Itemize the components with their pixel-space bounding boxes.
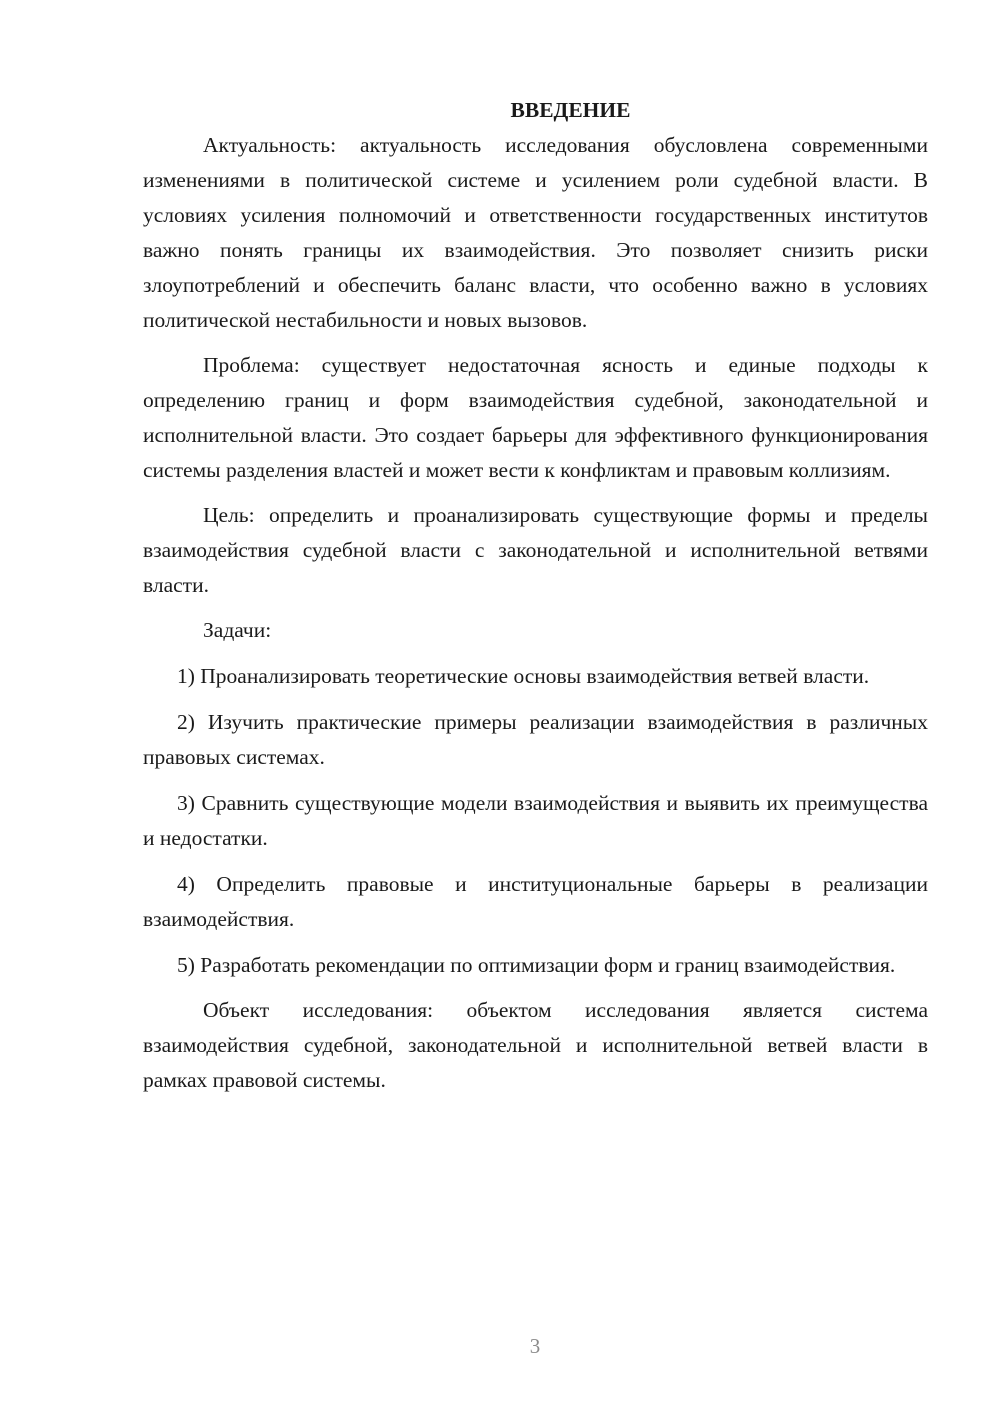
section-heading: ВВЕДЕНИЕ <box>510 98 631 122</box>
page-number: 3 <box>529 1334 541 1358</box>
page-content <box>143 93 928 1098</box>
task-item-2: 2) Изучить практические примеры реализации взаимодействия в различных правовых системах. <box>143 710 928 769</box>
task-item-1: 1) Проанализировать теоретические основы взаимодействия ветвей власти. <box>177 664 870 688</box>
paragraph-goal: Цель: определить и проанализировать существующие формы и пределы взаимодействия судебной власти с законодательной и исполнительной ветвями власти. <box>143 503 928 597</box>
paragraph-problem: Проблема: существует недостаточная ясность и единые подходы к определению границ и форм взаимодействия судебной, законодательной и исполнительной власти. Это создает барьеры для эффективного функционирования системы разделения властей и может вести к конфликтам и правовым коллизиям. <box>143 353 928 482</box>
paragraph-tasks-label: Задачи: <box>203 618 272 642</box>
paragraph-relevance: Актуальность: актуальность исследования обусловлена современными изменениями в политической системе и усилением роли судебной власти. В условиях усиления полномочий и ответственности государственных институтов важно понять границы их взаимодействия. Это позволяет снизить риски злоупотреблений и обеспечить баланс власти, что особенно важно в условиях политической нестабильности и новых вызовов. <box>143 133 928 332</box>
task-item-4: 4) Определить правовые и институциональные барьеры в реализации взаимодействия. <box>143 872 928 931</box>
task-item-5: 5) Разработать рекомендации по оптимизации форм и границ взаимодействия. <box>177 953 896 977</box>
paragraph-object: Объект исследования: объектом исследования является система взаимодействия судебной, законодательной и исполнительной ветвей власти в рамках правовой системы. <box>143 998 928 1092</box>
task-item-3: 3) Сравнить существующие модели взаимодействия и выявить их преимущества и недостатки. <box>143 791 928 850</box>
